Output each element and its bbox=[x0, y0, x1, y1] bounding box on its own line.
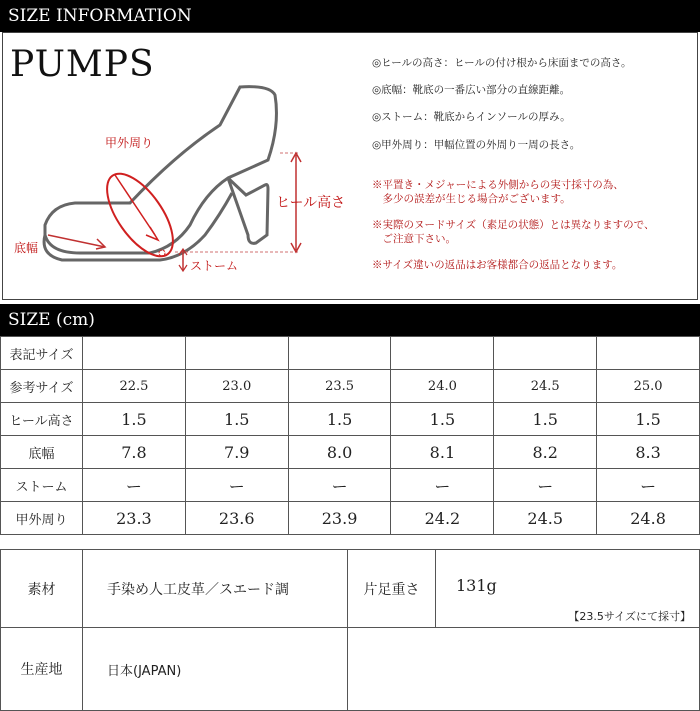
size-cell: 22.5 bbox=[83, 370, 186, 403]
size-cell bbox=[288, 337, 391, 370]
size-row-label: 底幅 bbox=[1, 436, 83, 469]
size-cell: 24.2 bbox=[391, 502, 494, 535]
warning-measure: ※平置き・メジャーによる外側からの実寸採寸の為、 多少の誤差が生じる場合がございます。 bbox=[372, 179, 624, 205]
origin-label: 生産地 bbox=[1, 628, 83, 711]
note-stem: ◎ストーム：靴底からインソールの厚み。 bbox=[372, 111, 571, 123]
size-cell: 1.5 bbox=[494, 403, 597, 436]
size-cell: 1.5 bbox=[391, 403, 494, 436]
size-cell: 24.8 bbox=[597, 502, 700, 535]
warning-return: ※サイズ違いの返品はお客様都合の返品となります。 bbox=[372, 259, 623, 271]
note-width: ◎底幅：靴底の一番広い部分の直線距離。 bbox=[372, 84, 571, 96]
origin-value: 日本(JAPAN) bbox=[83, 628, 348, 711]
size-cell: 7.8 bbox=[83, 436, 186, 469]
size-row-label: 参考サイズ bbox=[1, 370, 83, 403]
size-cell: 24.5 bbox=[494, 370, 597, 403]
size-information-header: SIZE INFORMATION bbox=[0, 0, 700, 32]
size-cell: 8.1 bbox=[391, 436, 494, 469]
size-cell bbox=[597, 337, 700, 370]
size-cell: 7.9 bbox=[185, 436, 288, 469]
width-label: 底幅 bbox=[14, 241, 39, 255]
size-table-row bbox=[1, 337, 700, 370]
size-table-row bbox=[1, 370, 700, 403]
size-cell: ー bbox=[288, 469, 391, 502]
size-cell: 8.2 bbox=[494, 436, 597, 469]
size-cell: 23.0 bbox=[185, 370, 288, 403]
size-cell: 24.0 bbox=[391, 370, 494, 403]
size-cell: ー bbox=[494, 469, 597, 502]
size-cell bbox=[83, 337, 186, 370]
size-cell bbox=[391, 337, 494, 370]
note-heel: ◎ヒールの高さ：ヒールの付け根から床面までの高さ。 bbox=[372, 57, 632, 69]
size-cell: ー bbox=[185, 469, 288, 502]
size-table-row bbox=[1, 502, 700, 535]
origin-empty-cell bbox=[348, 628, 700, 711]
size-cell bbox=[185, 337, 288, 370]
size-row-label: ヒール高さ bbox=[1, 403, 83, 436]
instep-label: 甲外周り bbox=[105, 136, 154, 150]
heel-shape bbox=[228, 178, 268, 243]
product-name: PUMPS bbox=[10, 44, 155, 85]
warning-nude-size: ※実際のヌードサイズ（素足の状態）とは異なりますので、 ご注意下さい。 bbox=[372, 219, 655, 245]
size-table-row bbox=[1, 403, 700, 436]
size-table-row bbox=[1, 436, 700, 469]
size-row-label: 表記サイズ bbox=[1, 337, 83, 370]
pump-diagram bbox=[0, 75, 370, 300]
weight-cell bbox=[436, 550, 700, 628]
size-cell: 25.0 bbox=[597, 370, 700, 403]
size-table bbox=[0, 336, 700, 535]
size-cell: 23.5 bbox=[288, 370, 391, 403]
weight-value: 131g bbox=[456, 576, 497, 595]
size-cell: 8.0 bbox=[288, 436, 391, 469]
size-cell: 1.5 bbox=[288, 403, 391, 436]
size-cell: 23.3 bbox=[83, 502, 186, 535]
size-row-label: ストーム bbox=[1, 469, 83, 502]
size-cell: 1.5 bbox=[83, 403, 186, 436]
size-cell: 23.6 bbox=[185, 502, 288, 535]
heel-label: ヒール高さ bbox=[276, 195, 346, 211]
weight-note: 【23.5サイズにて採寸】 bbox=[568, 610, 691, 623]
size-cell: ー bbox=[597, 469, 700, 502]
origin-row bbox=[0, 627, 700, 711]
size-table-row bbox=[1, 469, 700, 502]
size-cell bbox=[494, 337, 597, 370]
size-cell: 8.3 bbox=[597, 436, 700, 469]
shoe-upper bbox=[45, 87, 276, 253]
size-section-header: SIZE (cm) bbox=[0, 304, 700, 336]
instep-ellipse bbox=[94, 163, 185, 267]
size-cell: 1.5 bbox=[185, 403, 288, 436]
size-cell: 23.9 bbox=[288, 502, 391, 535]
stem-label: ストーム bbox=[190, 259, 239, 273]
note-instep: ◎甲外周り：甲幅位置の外周り一周の長さ。 bbox=[372, 139, 581, 151]
material-row bbox=[0, 549, 700, 628]
size-cell: ー bbox=[391, 469, 494, 502]
material-label: 素材 bbox=[1, 550, 83, 628]
weight-label: 片足重さ bbox=[348, 550, 436, 628]
size-row-label: 甲外周り bbox=[1, 502, 83, 535]
size-cell: 24.5 bbox=[494, 502, 597, 535]
material-value: 手染め人工皮革／スエード調 bbox=[83, 550, 348, 628]
size-cell: ー bbox=[83, 469, 186, 502]
size-cell: 1.5 bbox=[597, 403, 700, 436]
